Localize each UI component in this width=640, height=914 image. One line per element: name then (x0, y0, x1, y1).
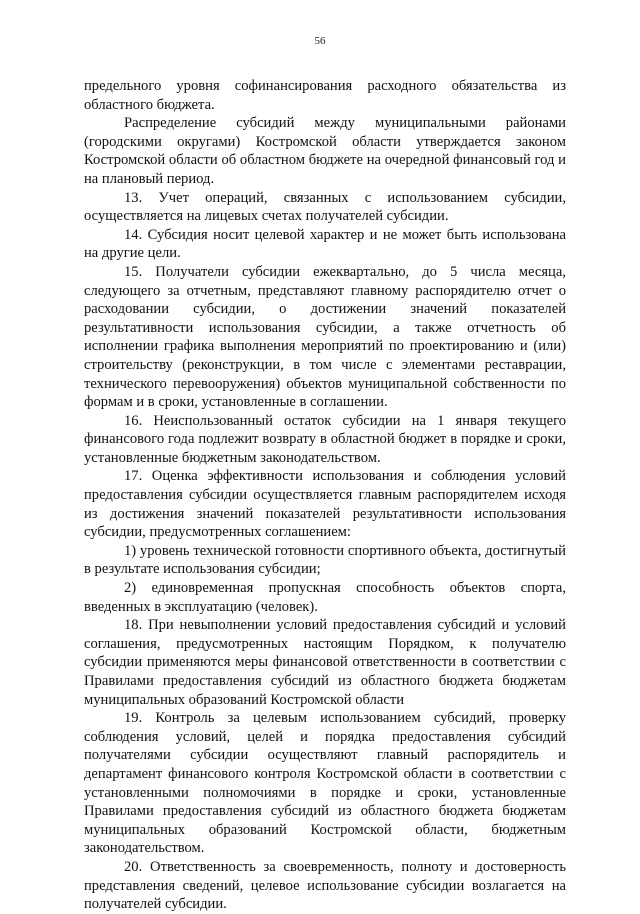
paragraph-15: 15. Получатели субсидии ежеквартально, до 5 числа месяца, следующего за отчетным, представляют главному распорядителю отчет о расходовании субсидии, о достижении значений показателей результативности использования субсидии, а также отчетность об исполнении графика выполнения мероприятий по проектированию и (или) строительству (реконструкции, в том числе с элементами реставрации, технического перевооружения) объектов муниципальной собственности по формам и в сроки, установленные в соглашении. (84, 263, 566, 411)
paragraph-14: 14. Субсидия носит целевой характер и не может быть использована на другие цели. (84, 226, 566, 262)
paragraph-20: 20. Ответственность за своевременность, полноту и достоверность представления сведений, целевое использование субсидии возлагается на получателей субсидии. (84, 858, 566, 913)
paragraph-13: 13. Учет операций, связанных с использованием субсидии, осуществляется на лицевых счетах получателей субсидии. (84, 189, 566, 225)
page-number: 56 (314, 35, 326, 47)
paragraph-16: 16. Неиспользованный остаток субсидии на 1 января текущего финансового года подлежит возврату в областной бюджет в порядке и сроки, установленные бюджетным законодательством. (84, 412, 566, 466)
paragraph-17-item-1: 1) уровень технической готовности спортивного объекта, достигнутый в результате использования субсидии; (84, 542, 566, 578)
document-body (84, 77, 566, 914)
paragraph-continuation: предельного уровня софинансирования расходного обязательства из областного бюджета. (84, 78, 566, 113)
paragraph-18: 18. При невыполнении условий предоставления субсидий и условий соглашения, предусмотренных настоящим Порядком, к получателю субсидии применяются меры финансовой ответственности в соответствии с Правилами предоставления субсидий из областного бюджета бюджетам муниципальных образований Костромской области (84, 617, 566, 708)
paragraph-17-item-2: 2) единовременная пропускная способность объектов спорта, введенных в эксплуатацию (человек). (84, 580, 566, 615)
paragraph-distribution: Распределение субсидий между муниципальными районами (городскими округами) Костромской области утверждается законом Костромской области об областном бюджете на очередной финансовый год и на плановый период. (84, 115, 566, 187)
paragraph-19: 19. Контроль за целевым использованием субсидий, проверку соблюдения условий, целей и порядка предоставления субсидий получателями субсидии осуществляют главный распорядитель и департамент финансового контроля Костромской области в соответствии с установленными полномочиями в порядке и сроки, установленные Правилами предоставления субсидий из областного бюджета бюджетам муниципальных образований Костромской области, бюджетным законодательством. (84, 710, 566, 857)
paragraph-17: 17. Оценка эффективности использования и соблюдения условий предоставления субсидии осуществляется главным распорядителем исходя из достижения значений показателей результативности использования субсидии, предусмотренных соглашением: (84, 468, 566, 541)
